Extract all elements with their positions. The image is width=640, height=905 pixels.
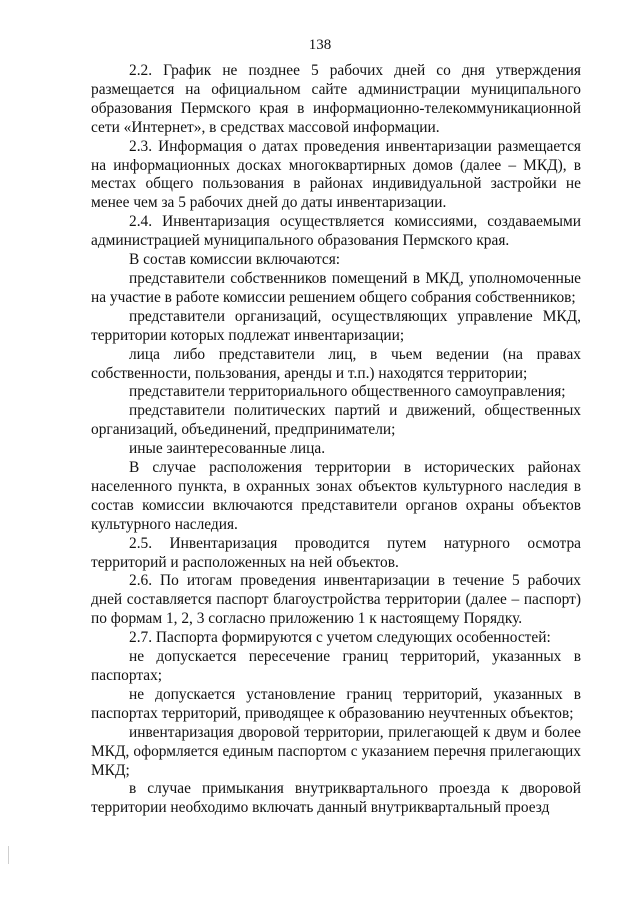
list-item-single-passport: инвентаризация дворовой территории, прилегающей к двум и более МКД, оформляется единым паспортом с указанием перечня прилегающих МКД;	[91, 723, 581, 779]
page-number: 138	[308, 37, 332, 53]
paragraph-2-6: 2.6. По итогам проведения инвентаризации в течение 5 рабочих дней составляется паспорт благоустройства территории (далее – паспорт) по формам 1, 2, 3 согласно приложению 1 к настоящему Порядку.	[91, 572, 581, 628]
list-item-self-government: представители территориального общественного самоуправления;	[129, 383, 566, 401]
list-item-other-persons: иные заинтересованные лица.	[129, 440, 326, 458]
list-item-management-organizations: представители организаций, осуществляющих управление МКД, территории которых подлежат инвентаризации;	[91, 307, 581, 344]
paragraph-2-2: 2.2. График не позднее 5 рабочих дней со дня утверждения размещается на официальном сайте администрации муниципального образования Пермского края в информационно-телекоммуникационной сети «Интернет», в средствах массовой информации.	[91, 62, 581, 136]
document-body	[91, 62, 581, 818]
paragraph-2-4: 2.4. Инвентаризация осуществляется комиссиями, создаваемыми администрацией муниципального образования Пермского края.	[91, 213, 581, 250]
paragraph-2-5: 2.5. Инвентаризация проводится путем натурного осмотра территорий и расположенных на ней объектов.	[91, 534, 581, 571]
list-item-no-unaccounted-objects: не допускается установление границ территорий, указанных в паспортах территорий, приводящее к образованию неучтенных объектов;	[91, 685, 581, 722]
list-item-owners-representatives: представители собственников помещений в МКД, уполномоченные на участие в работе комиссии решением общего собрания собственников;	[91, 269, 581, 306]
list-item-intra-block-passage: в случае примыкания внутриквартального проезда к дворовой территории необходимо включать данный внутриквартальный проезд	[91, 780, 581, 817]
list-item-no-boundary-overlap: не допускается пересечение границ территорий, указанных в паспортах;	[91, 648, 581, 684]
paragraph-2-7: 2.7. Паспорта формируются с учетом следующих особенностей:	[129, 629, 551, 647]
list-item-territory-holders: лица либо представители лиц, в чьем ведении (на правах собственности, пользования, аренды и т.п.) находятся территории;	[91, 345, 581, 382]
paragraph-2-3: 2.3. Информация о датах проведения инвентаризации размещается на информационных досках многоквартирных домов (далее – МКД), в местах общего пользования в районах индивидуальной застройки не менее чем за 5 рабочих дней до даты инвентаризации.	[91, 137, 581, 212]
paragraph-commission-intro: В состав комиссии включаются:	[129, 251, 341, 269]
paragraph-historic-districts: В случае расположения территории в исторических районах населенного пункта, в охранных зонах объектов культурного наследия в состав комиссии включаются представители органов охраны объектов культурного наследия.	[91, 459, 581, 533]
scan-margin-mark	[8, 846, 9, 864]
list-item-political-parties: представители политических партий и движений, общественных организаций, объединений, предприниматели;	[91, 402, 581, 439]
